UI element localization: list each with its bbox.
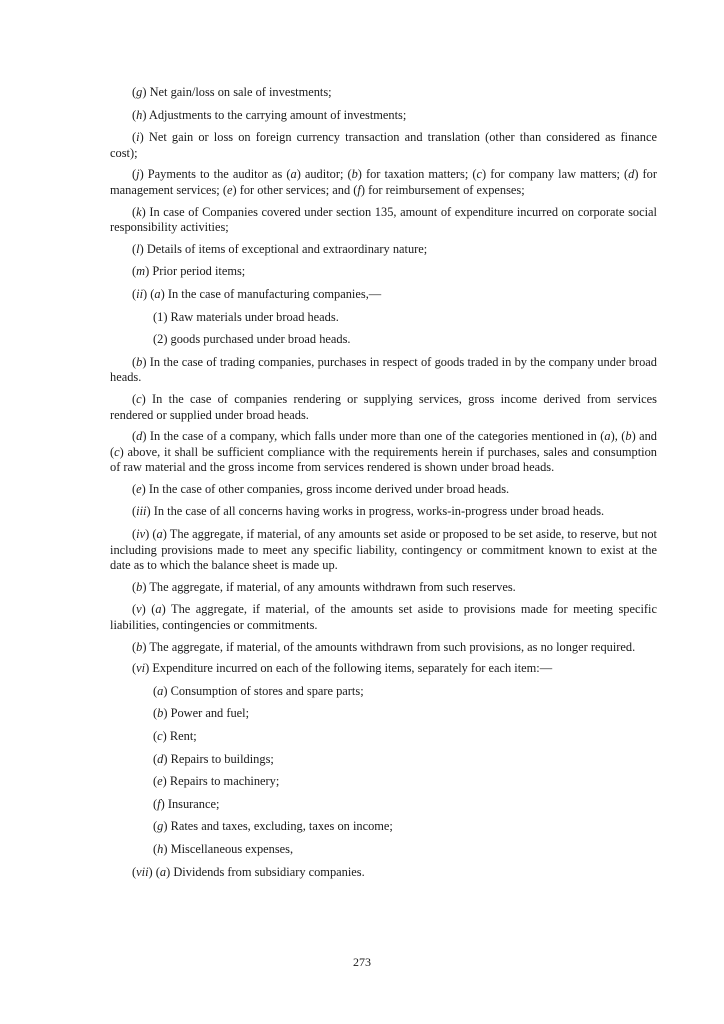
item-marker: b: [136, 639, 143, 654]
paragraph: (ii) (a) In the case of manufacturing companies,—: [132, 286, 382, 301]
list-item: (g) Rates and taxes, excluding, taxes on income;: [153, 819, 393, 834]
paragraph: (e) In the case of other companies, gross income derived under broad heads.: [132, 481, 510, 496]
list-item: (d) Repairs to buildings;: [153, 751, 274, 766]
list-item: (c) Rent;: [153, 729, 197, 743]
item-marker: d: [136, 429, 143, 444]
item-marker: vi: [136, 661, 146, 676]
item-marker: b: [136, 579, 143, 594]
item-marker: iii: [136, 504, 147, 519]
paragraph: (k) In case of Companies covered under section 135, amount of expenditure incurred on corporate social responsibility activities;: [110, 204, 657, 235]
item-marker: d: [157, 751, 164, 766]
paragraph: (h) Adjustments to the carrying amount of investments;: [132, 107, 407, 122]
item-marker: c: [136, 391, 142, 406]
page-number: 273: [353, 955, 371, 969]
paragraph: (j) Payments to the auditor as (a) auditor; (b) for taxation matters; (c) for company law matters; (d) for management services; (e) for other services; and (f) for reimbursement of expenses;: [110, 167, 657, 197]
item-marker: g: [136, 85, 143, 99]
paragraph: (c) In the case of companies rendering or supplying services, gross income derived from services rendered or supplied under broad heads.: [110, 391, 657, 422]
paragraph: (v) (a) The aggregate, if material, of the amounts set aside to provisions made for meeting specific liabilities, contingencies or commitments.: [110, 602, 658, 633]
item-marker: c: [157, 729, 163, 743]
item-marker: h: [136, 107, 143, 122]
list-item: (2) goods purchased under broad heads.: [153, 332, 351, 347]
paragraph: (l) Details of items of exceptional and extraordinary nature;: [132, 241, 428, 256]
paragraph: (iii) In the case of all concerns having works in progress, works-in-progress under broad heads.: [132, 504, 605, 519]
paragraph: (m) Prior period items;: [132, 264, 246, 279]
item-marker: v: [136, 602, 142, 617]
paragraph: (iv) (a) The aggregate, if material, of any amounts set aside or proposed to be set aside, to reserve, but not including provisions made to meet any specific liability, contingency or commitment known to exist at the date as to which the balance sheet is made up.: [110, 527, 657, 573]
item-marker: b: [157, 706, 164, 721]
list-item: (a) Consumption of stores and spare parts;: [153, 683, 364, 698]
item-marker: j: [136, 167, 140, 182]
item-marker: a: [157, 683, 164, 698]
paragraph: (b) In the case of trading companies, purchases in respect of goods traded in by the company under broad heads.: [110, 354, 657, 385]
paragraph: (vii) (a) Dividends from subsidiary companies.: [132, 864, 365, 879]
paragraph: (i) Net gain or loss on foreign currency transaction and translation (other than considered as finance cost);: [110, 130, 657, 160]
item-marker: i: [136, 130, 140, 145]
list-item: (1) Raw materials under broad heads.: [153, 309, 339, 324]
paragraph: (g) Net gain/loss on sale of investments;: [132, 85, 332, 99]
paragraph: (b) The aggregate, if material, of any amounts withdrawn from such reserves.: [132, 579, 516, 594]
item-marker: b: [136, 354, 143, 369]
list-item: (f) Insurance;: [153, 796, 220, 811]
document-body: [110, 85, 657, 880]
paragraph: (d) In the case of a company, which falls under more than one of the categories mentioned in (a), (b) and (c) above, it shall be sufficient compliance with the requirements herein if purchases, sales and consumption of raw material and the gross income from services rendered is shown under broad heads.: [110, 429, 657, 475]
paragraph: (vi) Expenditure incurred on each of the following items, separately for each item:—: [132, 661, 553, 676]
item-marker: l: [136, 241, 140, 256]
item-marker: ii: [136, 286, 144, 301]
list-item: (e) Repairs to machinery;: [153, 774, 280, 789]
item-marker: g: [157, 819, 164, 834]
item-marker: k: [136, 204, 142, 219]
item-marker: e: [136, 481, 142, 496]
item-marker: e: [157, 774, 163, 789]
item-marker: h: [157, 841, 164, 856]
list-item: (b) Power and fuel;: [153, 706, 250, 721]
item-marker: iv: [136, 527, 146, 542]
paragraph: (b) The aggregate, if material, of the amounts withdrawn from such provisions, as no longer required.: [132, 639, 636, 654]
item-marker: m: [136, 264, 146, 279]
list-item: (h) Miscellaneous expenses,: [153, 841, 294, 856]
item-marker: vii: [136, 864, 149, 879]
item-marker: f: [157, 796, 161, 811]
